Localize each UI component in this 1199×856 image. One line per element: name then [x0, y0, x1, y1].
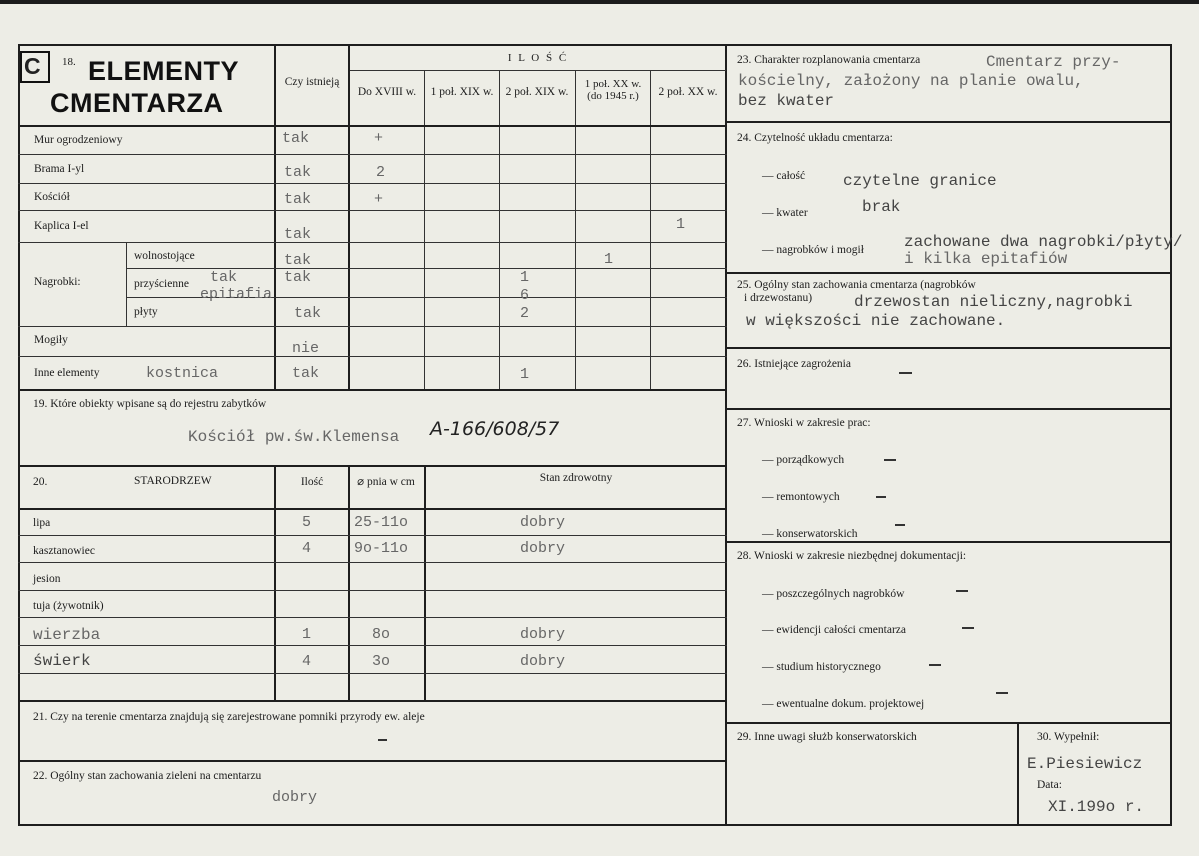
s23-value-line2: kościelny, założony na planie owalu, — [738, 72, 1084, 90]
s29-label: 29. Inne uwagi służb konserwatorskich — [737, 731, 917, 743]
s30-label: 30. Wypełnił: — [1037, 731, 1100, 743]
s24-calosc-label: — całość — [762, 170, 806, 182]
section-c-letter: C — [24, 53, 41, 79]
s27-top — [725, 408, 1172, 410]
s26-top — [725, 347, 1172, 349]
s27-dash — [895, 524, 905, 526]
mur-exists: tak — [282, 130, 310, 147]
tree-health: dobry — [520, 540, 566, 557]
s28-dash — [962, 627, 974, 629]
row-label-brama: Brama I-yl — [34, 163, 85, 175]
frame-middle — [725, 44, 727, 826]
tree-qty: 4 — [302, 653, 312, 670]
frame-top — [18, 44, 1172, 46]
s18-title-line2: CMENTARZA — [50, 88, 224, 118]
section-c-box — [20, 51, 50, 83]
s18-col-line-do18 — [348, 44, 350, 389]
przyscienne-note1: tak — [210, 269, 238, 286]
tree-diam: 3o — [372, 653, 391, 670]
tree-name: kasztanowiec — [33, 545, 95, 557]
s20-col-health — [424, 465, 426, 702]
tree-qty: 1 — [302, 626, 312, 643]
s24-kwater-value: brak — [862, 198, 901, 216]
s18-col-line-20-2 — [650, 70, 651, 389]
row-line — [18, 356, 727, 357]
kaplica-20-2: 1 — [676, 216, 686, 233]
inventory-card — [0, 4, 1199, 856]
col-19-2-header: 2 poł. XIX w. — [505, 86, 569, 98]
s24-nagrobkow-value1: zachowane dwa nagrobki/płyty/ — [904, 233, 1183, 251]
s24-label: 24. Czytelność układu cmentarza: — [737, 132, 893, 144]
s30-name: E.Piesiewicz — [1027, 755, 1143, 773]
s24-nagrobkow-value2: i kilka epitafiów — [904, 250, 1068, 268]
s19-register-number: A-166/608/57 — [430, 418, 560, 440]
tree-name: tuja (żywotnik) — [33, 600, 104, 612]
row-line — [18, 562, 727, 563]
s27-dash — [876, 496, 886, 498]
s22-value: dobry — [272, 789, 318, 806]
row-line — [18, 590, 727, 591]
s20-top — [18, 465, 727, 467]
kosciol-exists: tak — [284, 191, 312, 208]
row-line — [18, 617, 727, 618]
frame-right — [1170, 44, 1172, 826]
s28-dash — [996, 692, 1008, 694]
row-line — [18, 535, 727, 536]
s24-kwater-label: — kwater — [762, 207, 808, 219]
s20-col-diam-header: ⌀ pnia w cm — [357, 476, 415, 488]
s23-value-line3: bez kwater — [738, 92, 835, 110]
tree-diam: 25-11o — [354, 514, 409, 531]
row-label-kosciol: Kościół — [34, 191, 70, 203]
row-line — [18, 326, 727, 327]
s30-date: XI.199o r. — [1048, 798, 1145, 816]
row-label-mur: Mur ogrodzeniowy — [34, 134, 123, 146]
row-line — [18, 154, 727, 155]
inne-exists: tak — [292, 365, 320, 382]
s18-qty-divider — [350, 70, 726, 71]
tree-health: dobry — [520, 653, 566, 670]
s28-item-4: — ewentualne dokum. projektowej — [762, 698, 925, 710]
s30-date-label: Data: — [1037, 779, 1062, 791]
s27-item-konserwatorskich: — konserwatorskich — [762, 528, 858, 540]
col-do18-header: Do XVIII w. — [357, 86, 417, 98]
s20-col-health-header: Stan zdrowotny — [539, 472, 613, 484]
row-label-wolnostojace: wolnostojące — [134, 250, 195, 262]
s22-label: 22. Ogólny stan zachowania zieleni na cmentarzu — [33, 770, 262, 782]
s18-col-line-19-2 — [499, 70, 500, 389]
tree-health: dobry — [520, 514, 566, 531]
tree-health: dobry — [520, 626, 566, 643]
s28-item-3: — studium historycznego — [762, 661, 881, 673]
tree-name: jesion — [33, 573, 61, 585]
s27-dash — [884, 459, 896, 461]
brama-exists: tak — [284, 164, 312, 181]
s22-top — [18, 760, 727, 762]
row-label-plyty: płyty — [134, 306, 158, 318]
przyscienne-19-2b: 6 — [520, 287, 530, 304]
row-label-przyscienne: przyścienne — [134, 278, 189, 290]
s27-label: 27. Wnioski w zakresie prac: — [737, 417, 871, 429]
col-exists-header: Czy istnieją — [284, 76, 340, 88]
row-label-inne: Inne elementy — [34, 367, 100, 379]
s19-value: Kościół pw.św.Klemensa — [188, 428, 400, 446]
s28-item-1: — poszczególnych nagrobków — [762, 588, 905, 600]
row-line — [18, 645, 727, 646]
row-line — [18, 210, 727, 211]
s23-label: 23. Charakter rozplanowania cmentarza — [737, 54, 921, 66]
s25-top — [725, 272, 1172, 274]
s25-label-line2: i drzewostanu) — [744, 292, 813, 304]
col-19-1-header: 1 poł. XIX w. — [430, 86, 494, 98]
kaplica-exists: tak — [284, 226, 312, 243]
s23-value-line1: Cmentarz przy- — [986, 53, 1121, 71]
s24-nagrobkow-label: — nagrobków i mogił — [762, 244, 864, 256]
s25-value-line2: w większości nie zachowane. — [746, 312, 1006, 330]
s18-number: 18. — [62, 56, 76, 68]
mur-do18: + — [374, 130, 384, 147]
s20-title: STARODRZEW — [134, 475, 212, 487]
tree-name-typed: wierzba — [33, 626, 101, 644]
tree-qty: 4 — [302, 540, 312, 557]
tree-name: lipa — [33, 517, 51, 529]
wolno-20-1: 1 — [604, 251, 614, 268]
frame-left — [18, 44, 20, 826]
s18-title-line1: ELEMENTY — [88, 56, 240, 86]
s18-col-line-20-1 — [575, 70, 576, 389]
s27-item-remontowych: — remontowych — [762, 491, 840, 503]
s20-col-diam — [348, 465, 350, 702]
s20-number: 20. — [33, 476, 48, 488]
s25-value-line1: drzewostan nieliczny,nagrobki — [854, 293, 1133, 311]
s24-calosc-value: czytelne granice — [843, 172, 997, 190]
row-label-mogily: Mogiły — [34, 334, 68, 346]
s24-top — [725, 121, 1172, 123]
s21-dash — [378, 739, 387, 741]
s20-header-bottom — [18, 508, 727, 510]
tree-diam: 8o — [372, 626, 391, 643]
row-label-kaplica: Kaplica I-el — [34, 220, 89, 232]
przyscienne-exists: tak — [284, 269, 312, 286]
plyty-19-2: 2 — [520, 305, 530, 322]
s28-dash — [956, 590, 968, 592]
s29-s30-divider — [1017, 722, 1019, 826]
tree-diam: 9o-11o — [354, 540, 409, 557]
s18-col-line-exists — [274, 44, 276, 389]
row-line — [18, 242, 727, 243]
s21-label: 21. Czy na terenie cmentarza znajdują się zarejestrowane pomniki przyrody ew. aleje — [33, 711, 425, 723]
kosciol-do18: + — [374, 191, 384, 208]
s19-label: 19. Które obiekty wpisane są do rejestru zabytków — [33, 398, 267, 410]
nagrobki-divider — [126, 242, 127, 326]
tree-qty: 5 — [302, 514, 312, 531]
s25-label-line1: 25. Ogólny stan zachowania cmentarza (nagrobków — [737, 279, 976, 291]
s28-label: 28. Wnioski w zakresie niezbędnej dokumentacji: — [737, 550, 967, 562]
row-line — [18, 183, 727, 184]
mogily-exists: nie — [292, 340, 320, 357]
s27-item-porzadkowych: — porządkowych — [762, 454, 845, 466]
s29-top — [725, 722, 1172, 724]
wolno-exists: tak — [284, 252, 312, 269]
s28-item-2: — ewidencji całości cmentarza — [762, 624, 906, 636]
s28-dash — [929, 664, 941, 666]
inne-19-2: 1 — [520, 366, 530, 383]
brama-do18: 2 — [376, 164, 386, 181]
tree-name-typed: świerk — [33, 652, 91, 670]
inne-value: kostnica — [146, 365, 219, 382]
s26-dash — [899, 372, 912, 374]
row-label-nagrobki: Nagrobki: — [34, 276, 81, 288]
col-qty-header: I L O Ś Ć — [507, 52, 569, 64]
plyty-exists: tak — [294, 305, 322, 322]
przyscienne-19-2: 1 — [520, 269, 530, 286]
s18-header-bottom — [18, 125, 727, 127]
s20-col-qty — [274, 465, 276, 702]
s18-col-line-19-1 — [424, 70, 425, 389]
col-20-2-header: 2 poł. XX w. — [658, 86, 718, 98]
s28-top — [725, 541, 1172, 543]
s21-top — [18, 700, 727, 702]
frame-bottom — [18, 824, 1172, 826]
row-line — [18, 673, 727, 674]
col-20-1-header: 1 poł. XX w. (do 1945 r.) — [584, 78, 642, 102]
s19-top — [18, 389, 727, 391]
s20-col-qty-header: Ilość — [300, 476, 324, 488]
przyscienne-note2: epitafia — [200, 286, 273, 303]
s26-label: 26. Istniejące zagrożenia — [737, 358, 851, 370]
